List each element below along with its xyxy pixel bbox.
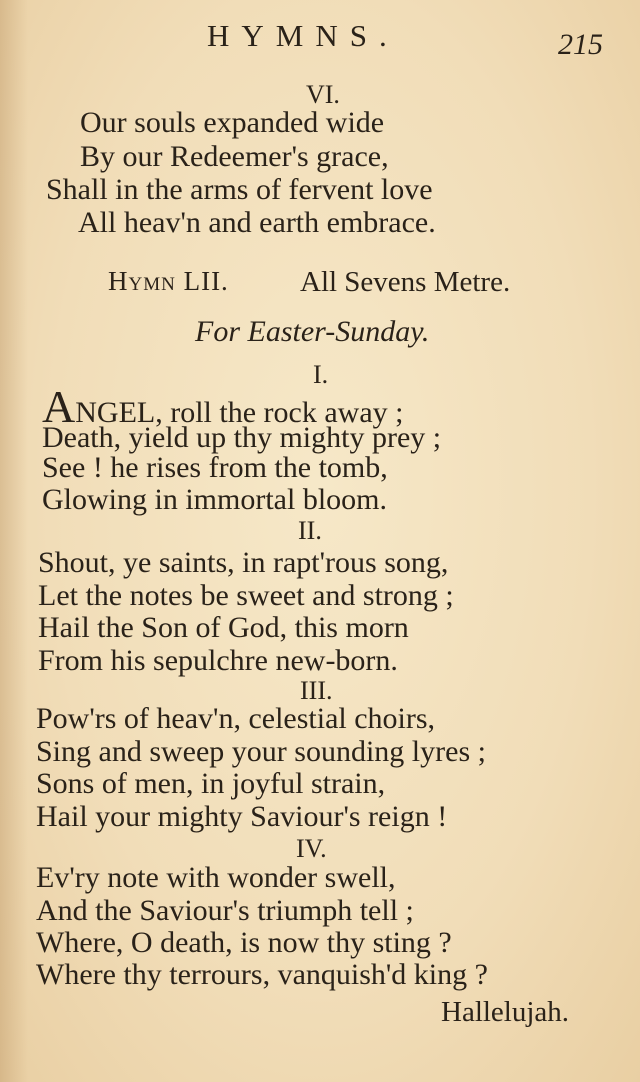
verse-line: And the Saviour's triumph tell ; [36,894,414,927]
drop-initial-word: ANGEL, [42,381,163,432]
verse-line: Shall in the arms of fervent love [46,173,433,206]
verse-number: II. [298,516,322,545]
verse-line: Shout, ye saints, in rapt'rous song, [38,546,449,579]
hymn-title: Hymn LII. [108,266,229,296]
page-edge-shadow [0,0,28,1082]
closing-word: Hallelujah. [441,996,570,1028]
verse-line: Let the notes be sweet and strong ; [38,579,454,612]
verse-line: Sing and sweep your sounding lyres ; [36,735,486,768]
page-number: 215 [558,28,603,61]
verse-line: Where thy terrours, vanquish'd king ? [36,958,488,991]
verse-line: By our Redeemer's grace, [80,140,389,173]
verse-line: Where, O death, is now thy sting ? [36,926,452,959]
verse-line: Hail the Son of God, this morn [38,611,409,644]
verse-line: Pow'rs of heav'n, celestial choirs, [36,702,436,735]
verse-line: All heav'n and earth embrace. [78,206,436,239]
verse-line: Glowing in immortal bloom. [42,483,387,516]
verse-number: III. [300,676,333,705]
verse-line: Sons of men, in joyful strain, [36,767,386,800]
verse-line: Death, yield up thy mighty prey ; [42,421,442,454]
verse-line: Ev'ry note with wonder swell, [36,861,396,894]
verse-number: VI. [306,80,340,109]
verse-line: Hail your mighty Saviour's reign ! [36,800,448,833]
hymn-meter: All Sevens Metre. [300,266,511,298]
verse-line: See ! he rises from the tomb, [42,451,388,484]
verse-line: Our souls expanded wide [80,106,385,139]
running-head: HYMNS. [207,18,399,53]
hymn-occasion: For Easter-Sunday. [195,315,430,348]
verse-line: From his sepulchre new-born. [38,644,398,677]
verse-number: I. [313,360,329,389]
verse-number: IV. [296,834,327,863]
verse-line: ANGEL, roll the rock away ; [42,381,404,432]
